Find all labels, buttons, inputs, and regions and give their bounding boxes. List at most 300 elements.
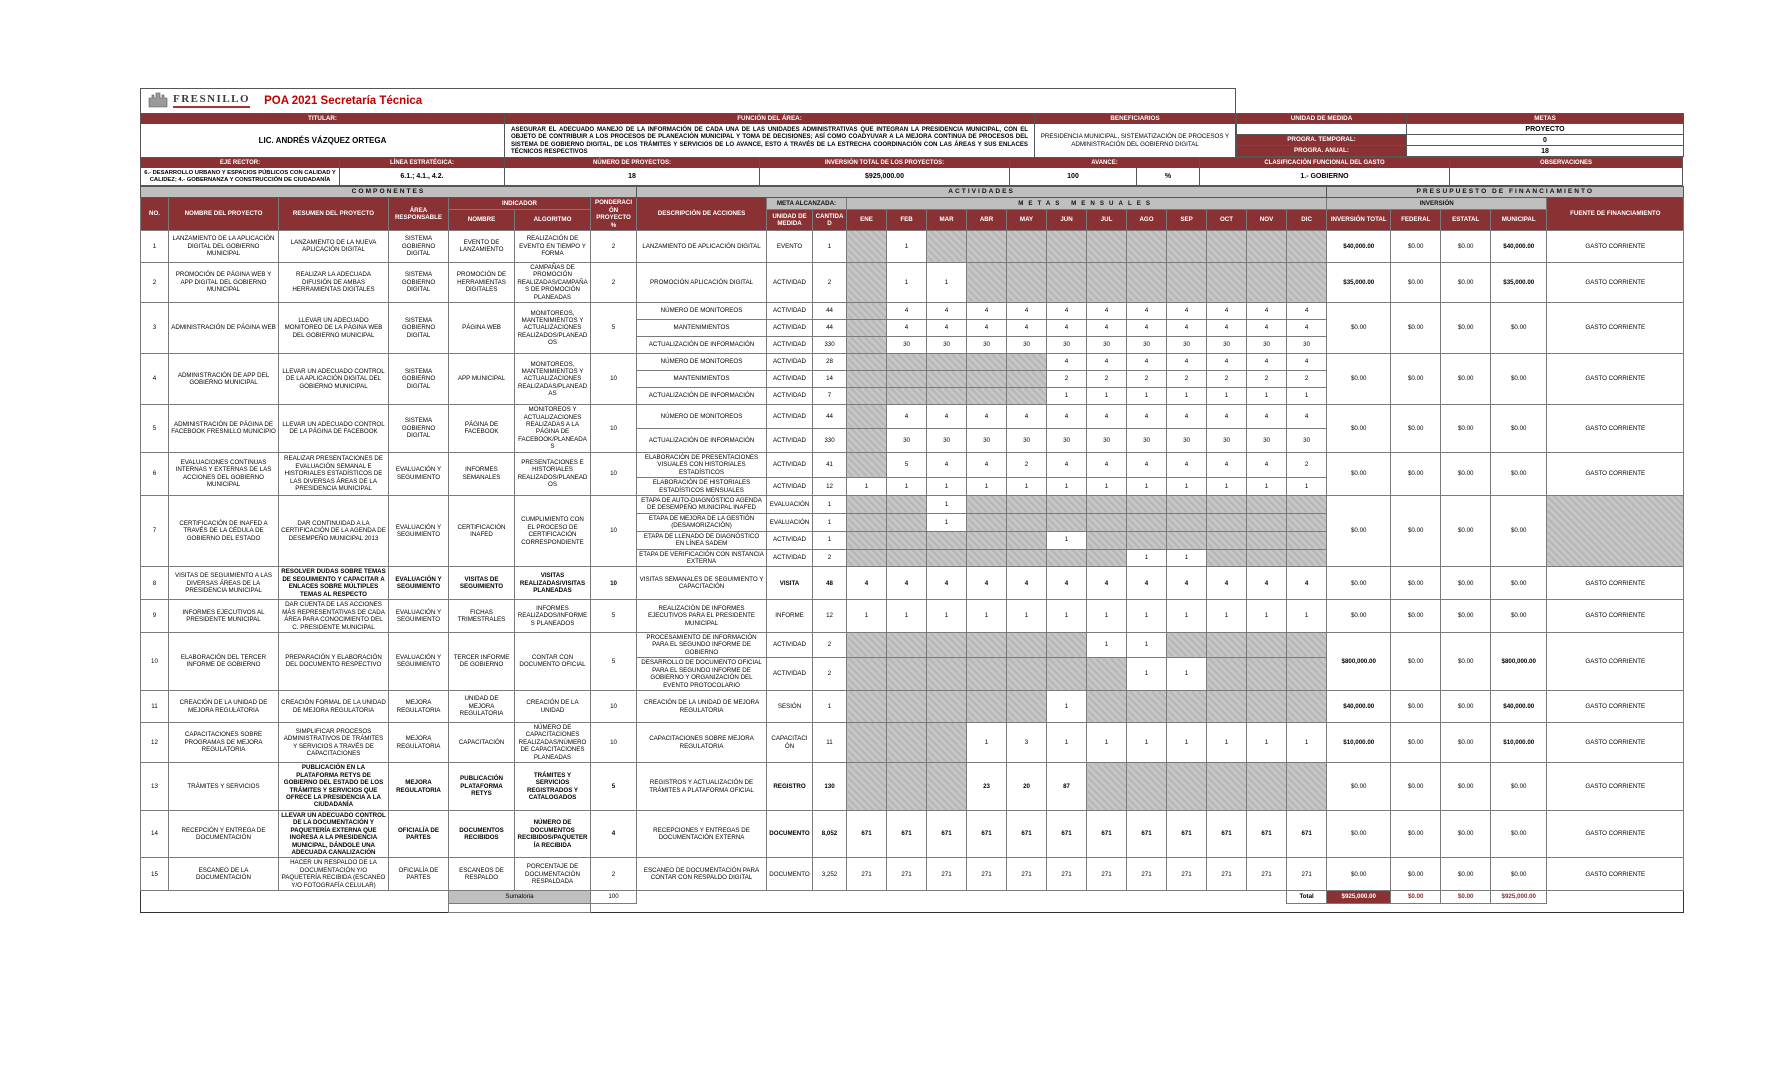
funding-source: GASTO CORRIENTE — [1547, 567, 1684, 600]
activity-description: ETAPA DE AUTO-DIAGNÓSTICO AGENDA DE DESEMPEÑO MUNICIPAL INAFED — [637, 495, 767, 513]
indicator-name: FICHAS TRIMESTRALES — [449, 600, 515, 633]
month-value-jul: 30 — [1087, 337, 1127, 354]
month-value-dic: 1 — [1287, 478, 1327, 496]
eje-rector-block — [140, 158, 340, 186]
project-number: 13 — [141, 763, 169, 811]
month-value-mar: 30 — [927, 337, 967, 354]
project-name: CERTIFICACIÓN DE INAFED A TRAVÉS DE LA CÉDULA DE GOBIERNO DEL ESTADO — [169, 495, 279, 567]
activity-description: NÚMERO DE MONITOREOS — [637, 405, 767, 429]
month-value-mar: 1 — [927, 262, 967, 302]
month-value-nov: 30 — [1247, 337, 1287, 354]
month-value-feb: 30 — [887, 337, 927, 354]
month-value-feb — [887, 723, 927, 763]
activity-unit: ACTIVIDAD — [767, 549, 813, 567]
indicator-name: EVENTO DE LANZAMIENTO — [449, 230, 515, 262]
inversion-total-cell: $40,000.00 — [1327, 691, 1391, 723]
indicator-name: APP MUNICIPAL — [449, 354, 515, 405]
month-value-nov — [1247, 262, 1287, 302]
month-value-ago: 1 — [1127, 478, 1167, 496]
project-area: EVALUACIÓN Y SEGUIMIENTO — [389, 452, 449, 495]
federal-cell: $0.00 — [1391, 763, 1441, 811]
month-value-may — [1007, 371, 1047, 388]
month-value-mar — [927, 531, 967, 549]
col-header-descripcion-acciones: DESCRIPCIÓN DE ACCIONES — [637, 198, 767, 231]
month-value-jul: 1 — [1087, 478, 1127, 496]
project-number: 15 — [141, 858, 169, 891]
federal-cell: $0.00 — [1391, 810, 1441, 858]
municipal-cell: $0.00 — [1491, 763, 1547, 811]
month-value-jun: 1 — [1047, 478, 1087, 496]
project-summary: REALIZAR PRESENTACIONES DE EVALUACIÓN SEMANAL E HISTORIALES ESTADÍSTICOS DE LAS DIVERSAS ÁREAS DE LA PRESIDENCIA MUNICIPAL — [279, 452, 389, 495]
month-value-nov: 2 — [1247, 371, 1287, 388]
municipal-cell: $0.00 — [1491, 810, 1547, 858]
progra-anual-value: 18 — [1406, 145, 1684, 157]
inversion-total-cell: $40,000.00 — [1327, 230, 1391, 262]
month-value-ene — [847, 428, 887, 452]
month-value-jul: 1 — [1087, 388, 1127, 405]
project-13-activity-1 — [141, 763, 1684, 811]
month-value-dic: 4 — [1287, 405, 1327, 429]
inversion-total-cell: $0.00 — [1327, 567, 1391, 600]
inversion-total-block — [760, 158, 1010, 186]
activity-description: MANTENIMIENTOS — [637, 371, 767, 388]
sumatoria-empty-box — [449, 904, 591, 913]
month-value-sep — [1167, 262, 1207, 302]
estatal-cell: $0.00 — [1441, 723, 1491, 763]
month-value-nov: 4 — [1247, 354, 1287, 371]
month-value-ene — [847, 691, 887, 723]
month-value-sep: 4 — [1167, 354, 1207, 371]
month-value-ago — [1127, 230, 1167, 262]
month-value-ene — [847, 262, 887, 302]
activity-description: PROCESAMIENTO DE INFORMACIÓN PARA EL SEGUNDO INFORME DE GOBIERNO — [637, 632, 767, 657]
month-header-may: MAY — [1007, 210, 1047, 231]
month-value-oct — [1207, 763, 1247, 811]
logo-text: FRESNILLO — [173, 94, 250, 108]
activity-description: CAPACITACIONES SOBRE MEJORA REGULATORIA — [637, 723, 767, 763]
project-number: 9 — [141, 600, 169, 633]
indicator-name: CERTIFICACIÓN INAFED — [449, 495, 515, 567]
indicator-name: UNIDAD DE MEJORA REGULATORIA — [449, 691, 515, 723]
month-value-ene: 271 — [847, 858, 887, 891]
month-value-dic — [1287, 262, 1327, 302]
activity-description: RECEPCIONES Y ENTREGAS DE DOCUMENTACIÓN EXTERNA — [637, 810, 767, 858]
month-value-jun — [1047, 230, 1087, 262]
month-value-may: 4 — [1007, 567, 1047, 600]
month-value-abr: 1 — [967, 723, 1007, 763]
month-value-ago: 1 — [1127, 723, 1167, 763]
month-value-nov — [1247, 549, 1287, 567]
activity-description: ACTUALIZACIÓN DE INFORMACIÓN — [637, 428, 767, 452]
clasificacion-label: CLASIFICACIÓN FUNCIONAL DEL GASTO — [1200, 158, 1449, 168]
month-value-oct: 4 — [1207, 303, 1247, 320]
total-federal: $0.00 — [1391, 891, 1441, 904]
month-value-may — [1007, 531, 1047, 549]
activity-quantity: 12 — [813, 600, 847, 633]
project-area: MEJORA REGULATORIA — [389, 723, 449, 763]
month-value-may: 1 — [1007, 478, 1047, 496]
project-weight: 5 — [591, 303, 637, 354]
municipal-cell: $40,000.00 — [1491, 230, 1547, 262]
municipal-cell: $0.00 — [1491, 452, 1547, 495]
titular-value: LIC. ANDRÉS VÁZQUEZ ORTEGA — [258, 136, 387, 146]
month-value-mar: 671 — [927, 810, 967, 858]
month-value-dic: 30 — [1287, 428, 1327, 452]
activity-unit: SESIÓN — [767, 691, 813, 723]
month-value-sep: 1 — [1167, 388, 1207, 405]
project-summary: CREACIÓN FORMAL DE LA UNIDAD DE MEJORA REGULATORIA — [279, 691, 389, 723]
project-3-activity-1 — [141, 303, 1684, 320]
indicator-algorithm: MONITOREOS, MANTENIMIENTOS Y ACTUALIZACIONES REALIZADAS/PLANEADAS — [515, 354, 591, 405]
activity-unit: CAPACITACIÓN — [767, 723, 813, 763]
activity-unit: VISITA — [767, 567, 813, 600]
project-name: RECEPCIÓN Y ENTREGA DE DOCUMENTACIÓN — [169, 810, 279, 858]
month-value-abr — [967, 531, 1007, 549]
observaciones-value — [1450, 168, 1682, 185]
month-value-abr — [967, 658, 1007, 691]
activity-unit: ACTIVIDAD — [767, 262, 813, 302]
month-value-dic: 4 — [1287, 567, 1327, 600]
activity-description: REGISTROS Y ACTUALIZACIÓN DE TRÁMITES A PLATAFORMA OFICIAL — [637, 763, 767, 811]
month-value-ene: 671 — [847, 810, 887, 858]
month-value-mar: 271 — [927, 858, 967, 891]
project-7-activity-1 — [141, 495, 1684, 513]
avance-percent: % — [1164, 173, 1172, 181]
project-area: EVALUACIÓN Y SEGUIMIENTO — [389, 567, 449, 600]
band-metas-mensuales: METAS MENSUALES — [847, 198, 1327, 210]
month-value-jun — [1047, 549, 1087, 567]
project-weight: 5 — [591, 600, 637, 633]
month-header-feb: FEB — [887, 210, 927, 231]
footer-spacer — [141, 904, 449, 913]
activity-unit: ACTIVIDAD — [767, 371, 813, 388]
project-weight: 10 — [591, 723, 637, 763]
project-number: 2 — [141, 262, 169, 302]
month-value-mar — [927, 549, 967, 567]
activity-description: LANZAMIENTO DE APLICACIÓN DIGITAL — [637, 230, 767, 262]
funding-source: GASTO CORRIENTE — [1547, 303, 1684, 354]
activity-description: ETAPA DE LLENADO DE DIAGNÓSTICO EN LÍNEA SADEM — [637, 531, 767, 549]
activity-quantity: 330 — [813, 337, 847, 354]
activity-unit: ACTIVIDAD — [767, 388, 813, 405]
federal-cell: $0.00 — [1391, 567, 1441, 600]
activity-unit: ACTIVIDAD — [767, 337, 813, 354]
month-value-dic — [1287, 763, 1327, 811]
month-header-jul: JUL — [1087, 210, 1127, 231]
month-value-sep: 1 — [1167, 549, 1207, 567]
month-value-mar: 1 — [927, 478, 967, 496]
funding-source — [1547, 495, 1684, 567]
month-value-abr: 1 — [967, 600, 1007, 633]
month-value-ene — [847, 320, 887, 337]
indicator-name: PUBLICACIÓN PLATAFORMA RETYS — [449, 763, 515, 811]
month-value-jun: 271 — [1047, 858, 1087, 891]
poa-sheet — [140, 88, 1683, 913]
month-value-feb: 1 — [887, 600, 927, 633]
project-6-activity-1 — [141, 452, 1684, 477]
month-value-dic — [1287, 658, 1327, 691]
month-value-ago: 2 — [1127, 371, 1167, 388]
project-area: SISTEMA GOBIERNO DIGITAL — [389, 405, 449, 453]
project-name: EVALUACIONES CONTINUAS INTERNAS Y EXTERNAS DE LAS ACCIONES DEL GOBIERNO MUNICIPAL — [169, 452, 279, 495]
month-value-mar — [927, 230, 967, 262]
estatal-cell: $0.00 — [1441, 405, 1491, 453]
activity-unit: ACTIVIDAD — [767, 632, 813, 657]
month-value-feb: 4 — [887, 303, 927, 320]
inversion-total-cell: $35,000.00 — [1327, 262, 1391, 302]
month-value-may — [1007, 549, 1047, 567]
month-value-jul: 1 — [1087, 723, 1127, 763]
indicator-name: ESCANEOS DE RESPALDO — [449, 858, 515, 891]
month-value-abr: 30 — [967, 428, 1007, 452]
activity-unit: ACTIVIDAD — [767, 658, 813, 691]
band-meta-alcanzada: META ALCANZADA: — [767, 198, 847, 210]
project-area: SISTEMA GOBIERNO DIGITAL — [389, 354, 449, 405]
month-value-ene — [847, 354, 887, 371]
month-value-abr: 4 — [967, 452, 1007, 477]
month-value-jul — [1087, 763, 1127, 811]
project-8-activity-1 — [141, 567, 1684, 600]
inversion-total-value: $925,000.00 — [865, 173, 904, 181]
activity-unit: ACTIVIDAD — [767, 452, 813, 477]
sumatoria-empty-row — [141, 904, 1684, 913]
funding-source: GASTO CORRIENTE — [1547, 858, 1684, 891]
month-value-jun: 1 — [1047, 388, 1087, 405]
month-value-ago: 1 — [1127, 600, 1167, 633]
project-summary: SIMPLIFICAR PROCESOS ADMINISTRATIVOS DE TRÁMITES Y SERVICIOS A TRAVÉS DE CAPACITACIONES — [279, 723, 389, 763]
month-value-mar — [927, 632, 967, 657]
project-area: EVALUACIÓN Y SEGUIMIENTO — [389, 600, 449, 633]
col-header-indicador-nombre: NOMBRE — [449, 210, 515, 231]
project-summary: LLEVAR UN ADECUADO MONITOREO DE LA PÁGINA WEB DEL GOBIERNO MUNICIPAL — [279, 303, 389, 354]
month-value-ago: 671 — [1127, 810, 1167, 858]
indicator-name: CAPACITACIÓN — [449, 723, 515, 763]
project-area: EVALUACIÓN Y SEGUIMIENTO — [389, 495, 449, 567]
project-weight: 10 — [591, 354, 637, 405]
activity-unit: DOCUMENTO — [767, 858, 813, 891]
activity-quantity: 1 — [813, 513, 847, 531]
municipal-cell: $800,000.00 — [1491, 632, 1547, 690]
month-value-oct: 1 — [1207, 478, 1247, 496]
month-value-sep: 671 — [1167, 810, 1207, 858]
titular-block — [140, 114, 505, 158]
metas-label: METAS — [1406, 113, 1684, 124]
activity-description: ACTUALIZACIÓN DE INFORMACIÓN — [637, 388, 767, 405]
month-value-may: 271 — [1007, 858, 1047, 891]
beneficiarios-label: BENEFICIARIOS — [1035, 114, 1235, 124]
activity-description: NÚMERO DE MONITOREOS — [637, 354, 767, 371]
footer-spacer — [141, 891, 449, 904]
activity-unit: ACTIVIDAD — [767, 478, 813, 496]
activity-description: DESARROLLO DE DOCUMENTO OFICIAL PARA EL SEGUNDO INFORME DE GOBIERNO Y ORGANIZACIÓN DEL EVENTO PROTOCOLARIO — [637, 658, 767, 691]
project-summary: PREPARACIÓN Y ELABORACIÓN DEL DOCUMENTO RESPECTIVO — [279, 632, 389, 690]
band-componentes: COMPONENTES — [141, 187, 637, 198]
month-value-oct: 1 — [1207, 600, 1247, 633]
month-value-feb — [887, 513, 927, 531]
month-value-dic — [1287, 549, 1327, 567]
project-summary: LLEVAR UN ADECUADO CONTROL DE LA APLICACIÓN DIGITAL DEL GOBIERNO MUNICIPAL — [279, 354, 389, 405]
month-value-abr: 23 — [967, 763, 1007, 811]
activity-quantity: 2 — [813, 549, 847, 567]
month-value-ago — [1127, 262, 1167, 302]
month-value-abr: 4 — [967, 303, 1007, 320]
estatal-cell: $0.00 — [1441, 858, 1491, 891]
project-10-activity-1 — [141, 632, 1684, 657]
project-number: 14 — [141, 810, 169, 858]
federal-cell: $0.00 — [1391, 303, 1441, 354]
project-weight: 10 — [591, 691, 637, 723]
month-header-oct: OCT — [1207, 210, 1247, 231]
month-value-feb — [887, 371, 927, 388]
month-value-nov: 4 — [1247, 405, 1287, 429]
activity-quantity: 3,252 — [813, 858, 847, 891]
month-value-ene: 1 — [847, 478, 887, 496]
project-name: INFORMES EJECUTIVOS AL PRESIDENTE MUNICIPAL — [169, 600, 279, 633]
inversion-total-cell: $0.00 — [1327, 810, 1391, 858]
month-value-ago: 4 — [1127, 567, 1167, 600]
indicator-algorithm: TRÁMITES Y SERVICIOS REGISTRADOS Y CATALOGADOS — [515, 763, 591, 811]
month-value-jul — [1087, 513, 1127, 531]
activity-quantity: 2 — [813, 632, 847, 657]
month-value-may: 671 — [1007, 810, 1047, 858]
estatal-cell: $0.00 — [1441, 230, 1491, 262]
activity-quantity: 14 — [813, 371, 847, 388]
col-header-fuente: FUENTE DE FINANCIAMIENTO — [1547, 198, 1684, 231]
col-header-indicador: INDICADOR — [449, 198, 591, 210]
activity-quantity: 41 — [813, 452, 847, 477]
month-value-sep: 4 — [1167, 303, 1207, 320]
avance-label: AVANCE: — [1010, 158, 1199, 168]
month-value-abr: 271 — [967, 858, 1007, 891]
project-number: 3 — [141, 303, 169, 354]
month-value-dic: 2 — [1287, 452, 1327, 477]
month-value-oct: 2 — [1207, 371, 1247, 388]
month-value-ago: 1 — [1127, 549, 1167, 567]
inversion-total-cell: $0.00 — [1327, 495, 1391, 567]
activity-quantity: 1 — [813, 531, 847, 549]
month-value-jul — [1087, 495, 1127, 513]
month-value-sep: 271 — [1167, 858, 1207, 891]
fresnillo-logo — [147, 90, 250, 113]
month-header-jun: JUN — [1047, 210, 1087, 231]
observaciones-block — [1450, 158, 1683, 186]
activity-description: ETAPA DE VERIFICACIÓN CON INSTANCIA EXTERNA — [637, 549, 767, 567]
funding-source: GASTO CORRIENTE — [1547, 405, 1684, 453]
month-value-abr: 671 — [967, 810, 1007, 858]
month-value-dic: 4 — [1287, 354, 1327, 371]
month-value-feb: 271 — [887, 858, 927, 891]
month-value-may: 4 — [1007, 405, 1047, 429]
month-value-feb: 4 — [887, 567, 927, 600]
month-value-jul: 1 — [1087, 632, 1127, 657]
month-value-feb — [887, 354, 927, 371]
month-value-dic: 271 — [1287, 858, 1327, 891]
activity-description: VISITAS SEMANALES DE SEGUIMIENTO Y CAPACITACIÓN — [637, 567, 767, 600]
month-value-nov: 671 — [1247, 810, 1287, 858]
activity-description: NÚMERO DE MONITOREOS — [637, 303, 767, 320]
month-value-jun: 1 — [1047, 723, 1087, 763]
month-value-abr: 30 — [967, 337, 1007, 354]
month-value-may: 2 — [1007, 452, 1047, 477]
month-value-oct — [1207, 230, 1247, 262]
project-area: OFICIALÍA DE PARTES — [389, 810, 449, 858]
activity-quantity: 48 — [813, 567, 847, 600]
month-value-jul: 30 — [1087, 428, 1127, 452]
funding-source: GASTO CORRIENTE — [1547, 230, 1684, 262]
estatal-cell: $0.00 — [1441, 600, 1491, 633]
month-value-ago: 1 — [1127, 388, 1167, 405]
municipal-cell: $40,000.00 — [1491, 691, 1547, 723]
month-value-ene — [847, 763, 887, 811]
month-value-jun — [1047, 262, 1087, 302]
month-value-oct: 671 — [1207, 810, 1247, 858]
project-summary: PUBLICACIÓN EN LA PLATAFORMA RETYS DE GOBIERNO DEL ESTADO DE LOS TRÁMITES Y SERVICIOS QUE OFRECE LA PRESIDENCIA A LA CIUDADANÍA — [279, 763, 389, 811]
funding-source: GASTO CORRIENTE — [1547, 723, 1684, 763]
month-value-may — [1007, 658, 1047, 691]
month-value-oct: 30 — [1207, 428, 1247, 452]
indicator-algorithm: CAMPAÑAS DE PROMOCIÓN REALIZADAS/CAMPAÑAS DE PROMOCIÓN PLANEADAS — [515, 262, 591, 302]
month-value-jun: 4 — [1047, 405, 1087, 429]
activity-unit: ACTIVIDAD — [767, 531, 813, 549]
month-value-oct: 4 — [1207, 320, 1247, 337]
month-value-ago: 4 — [1127, 452, 1167, 477]
col-header-unidad-medida: UNIDAD DE MEDIDA — [767, 210, 813, 231]
month-value-ene — [847, 549, 887, 567]
avance-block — [1010, 158, 1200, 186]
month-value-jul: 4 — [1087, 320, 1127, 337]
sumatoria-row — [141, 891, 1684, 904]
month-value-mar — [927, 371, 967, 388]
month-value-sep: 4 — [1167, 567, 1207, 600]
activity-unit: ACTIVIDAD — [767, 303, 813, 320]
band-row — [141, 187, 1684, 198]
avance-value: 100 — [1010, 168, 1137, 185]
page-title: POA 2021 Secretaría Técnica — [264, 95, 423, 107]
month-value-jun — [1047, 658, 1087, 691]
month-value-oct — [1207, 549, 1247, 567]
month-value-ago: 4 — [1127, 303, 1167, 320]
month-value-oct — [1207, 531, 1247, 549]
activity-quantity: 330 — [813, 428, 847, 452]
month-header-abr: ABR — [967, 210, 1007, 231]
unidad-medida-label: UNIDAD DE MEDIDA — [1236, 113, 1407, 124]
activity-quantity: 44 — [813, 405, 847, 429]
month-value-mar — [927, 388, 967, 405]
project-name: ADMINISTRACIÓN DE PÁGINA DE FACEBOOK FRESNILLO MUNICIPIO — [169, 405, 279, 453]
header-strip-2 — [140, 158, 1683, 186]
estatal-cell: $0.00 — [1441, 354, 1491, 405]
month-value-dic: 4 — [1287, 303, 1327, 320]
funcion-label: FUNCIÓN DEL ÁREA: — [505, 114, 1034, 124]
federal-cell: $0.00 — [1391, 354, 1441, 405]
month-value-ago — [1127, 495, 1167, 513]
month-value-abr: 4 — [967, 320, 1007, 337]
project-summary: LANZAMIENTO DE LA NUEVA APLICACIÓN DIGITAL — [279, 230, 389, 262]
month-value-jul: 4 — [1087, 452, 1127, 477]
month-value-ago — [1127, 531, 1167, 549]
month-value-dic — [1287, 513, 1327, 531]
inversion-total-cell: $0.00 — [1327, 763, 1391, 811]
month-value-jun: 4 — [1047, 452, 1087, 477]
month-value-may: 3 — [1007, 723, 1047, 763]
funding-source: GASTO CORRIENTE — [1547, 691, 1684, 723]
total-municipal: $925,000.00 — [1491, 891, 1547, 904]
federal-cell: $0.00 — [1391, 495, 1441, 567]
metas-block — [1236, 114, 1683, 158]
month-value-jul: 671 — [1087, 810, 1127, 858]
month-value-ago: 1 — [1127, 632, 1167, 657]
month-value-oct — [1207, 632, 1247, 657]
